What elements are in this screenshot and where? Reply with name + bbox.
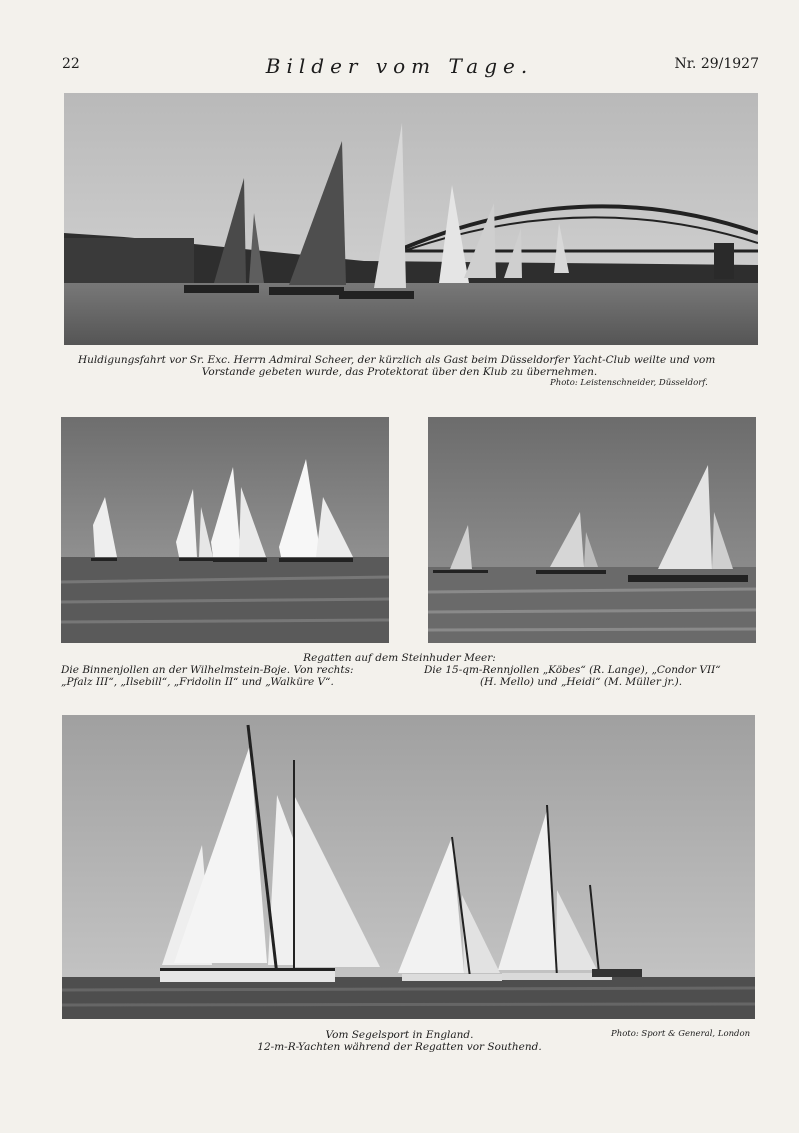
photo4-credit: Photo: Sport & General, London [611, 1029, 751, 1039]
regatta-right-caption-line1: Die 15-qm-Rennjollen „Köbes“ (R. Lange), „Condor VII“ [424, 664, 721, 676]
photo4-caption-line1: Vom Segelsport in England. [325, 1029, 474, 1041]
photo-rhine-regatta [64, 93, 758, 345]
photo1-caption-line2: Vorstande gebeten wurde, das Protektorat über den Klub zu übernehmen. [201, 366, 598, 378]
regatta-left-caption-line2: „Pfalz III“, „Ilsebill“, „Fridolin II“ und „Walküre V“. [61, 676, 334, 688]
photo4-caption-line2: 12-m-R-Yachten während der Regatten vor Southend. [257, 1041, 542, 1053]
photo-rennjollen [428, 417, 756, 643]
photo-12m-yachts [62, 715, 755, 1019]
regatta-heading: Regatten auf dem Steinhuder Meer: [303, 652, 496, 664]
page-number: 22 [62, 56, 80, 72]
photo1-caption-line1: Huldigungsfahrt vor Sr. Exc. Herrn Admiral Scheer, der kürzlich als Gast beim Düsseldorfer Yacht-Club weilte und vom [78, 354, 716, 366]
photo-binnenjollen [61, 417, 389, 643]
page-title: Bilder vom Tage. [265, 54, 534, 78]
issue-number: Nr. 29/1927 [674, 56, 759, 72]
regatta-left-caption-line1: Die Binnenjollen an der Wilhelmstein-Boje. Von rechts: [61, 664, 354, 676]
photo1-credit: Photo: Leistenschneider, Düsseldorf. [550, 378, 708, 388]
regatta-right-caption-line2: (H. Mello) und „Heidi“ (M. Müller jr.). [480, 676, 683, 688]
